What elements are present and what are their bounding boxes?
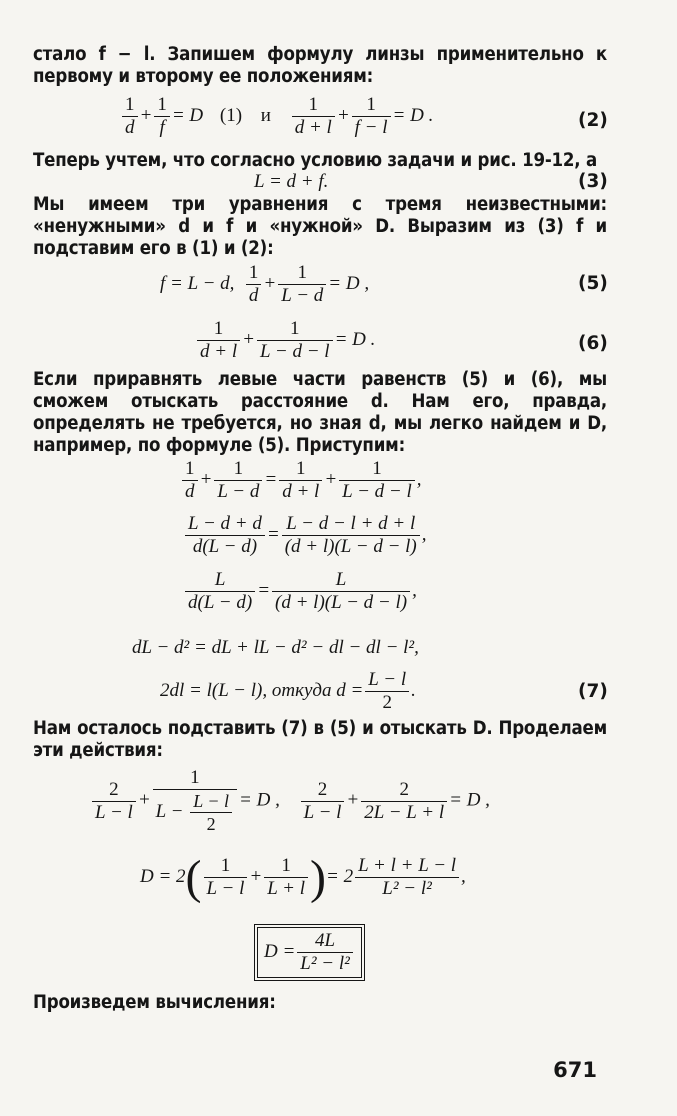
substitution-line-2: D = 2( $\frac{1}{L - l}$ + $\frac{1}{L + l}$ )= 2 $\frac{L + l + L - l}{\text{L² − l²}}$ , [140, 851, 466, 904]
equation-1-2: $\frac{1}{d}$ + $\frac{1}{f}$ = D (1) и $\frac{1}{d + l}$ + $\frac{1}{f - l}$ = D . [120, 94, 433, 139]
eq3-tag: (3) [578, 171, 608, 192]
derivation-line-3: $\frac{L}{d(L - d)}$ = $\frac{L}{(d + l)(L - d - l)}$ , [183, 569, 417, 614]
paragraph-2: Теперь учтем, что согласно условию задачи и рис. 19-12, а [33, 150, 598, 171]
equation-3: L = d + f. [254, 171, 329, 192]
equation-6: $\frac{1}{d + l}$ + $\frac{1}{L - d - l}$ = D . [195, 318, 375, 363]
eq2-tag: (2) [578, 110, 608, 131]
derivation-line-4: dL − d² = dL + lL − d² − dl − dl − l², [132, 637, 419, 658]
final-boxed-formula: D = $\frac{4L}{\text{L² − l²}}$ [257, 927, 362, 978]
paragraph-3: Мы имеем три уравнения с тремя неизвестными: «ненужными» d и f и «нужной» D. Выразим из (3) f и подставим его в (1) и (2): [33, 194, 607, 259]
paragraph-4: Если приравнять левые части равенств (5) и (6), мы сможем отыскать расстояние d. Нам его, правда, определять не требуется, но зная d, мы легко найдем и D, например, по формуле (5). Приступим: [33, 369, 607, 456]
substitution-line-1: $\frac{2}{L - l}$ + 1 L − $\frac{L - l}{2}$ = D , $\frac{2}{L - l}$ + $\frac{2}{2L - L + l}$ = D , [90, 767, 490, 835]
eq5-tag: (5) [578, 273, 608, 294]
equation-5: f = L − d, $\frac{1}{d}$ + $\frac{1}{L - d}$ = D , [160, 262, 370, 306]
paragraph-5: Нам осталось подставить (7) в (5) и отыскать D. Проделаем эти действия: [33, 718, 607, 761]
derivation-line-1: $\frac{1}{d}$ + $\frac{1}{L - d}$ = $\frac{1}{d + l}$ + $\frac{1}{L - d - l}$ , [180, 458, 422, 503]
paragraph-1: стало f − l. Запишем формулу линзы применительно к первому и второму ее положениям: [33, 44, 607, 87]
eq7-tag: (7) [578, 681, 608, 702]
paragraph-6: Произведем вычисления: [33, 992, 276, 1013]
eq6-tag: (6) [578, 333, 608, 354]
eq1-tag: (1) [219, 104, 243, 126]
derivation-line-2: $\frac{L - d + d}{d(L - d)}$ = $\frac{L - d - l + d + l}{(d + l)(L - d - l)}$ , [183, 513, 427, 558]
equation-7: 2dl = l(L − l), откуда d = $\frac{L - l}{2}$ . [160, 669, 416, 713]
page-number: 671 [553, 1058, 597, 1082]
eq7-left: 2dl = l(L − l), откуда [160, 679, 332, 701]
eq-and: и [260, 104, 271, 126]
